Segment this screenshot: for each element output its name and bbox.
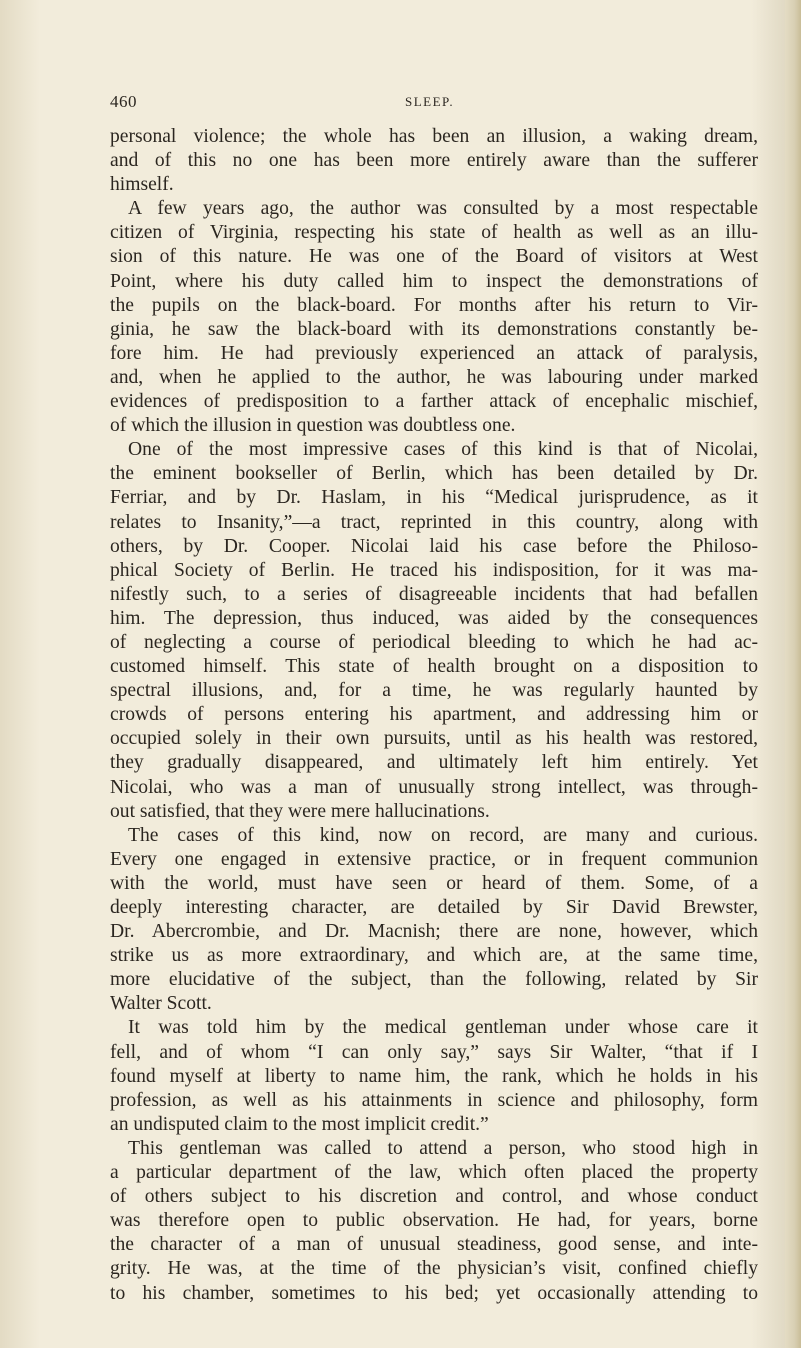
page-edge	[785, 0, 801, 1348]
page-header	[110, 92, 750, 116]
text-line: Point, where his duty called him to inspect the demonstrations of	[110, 270, 758, 292]
text-line: sion of this nature. He was one of the Board of visitors at West	[110, 246, 758, 268]
text-line: One of the most impressive cases of this kind is that of Nicolai,	[128, 439, 758, 461]
text-line: Dr. Abercrombie, and Dr. Macnish; there are none, however, which	[110, 921, 758, 943]
text-line: nifestly such, to a series of disagreeable incidents that had befallen	[110, 583, 758, 605]
running-head: SLEEP.	[405, 94, 455, 109]
text-line: profession, as well as his attainments in science and philosophy, form	[110, 1089, 758, 1111]
text-line: and of this no one has been more entirely aware than the sufferer	[110, 150, 758, 172]
text-line: more elucidative of the subject, than the following, related by Sir	[110, 969, 758, 991]
text-line: of which the illusion in question was doubtless one.	[110, 415, 516, 437]
text-line: and, when he applied to the author, he was labouring under marked	[110, 366, 758, 388]
text-line: of others subject to his discretion and control, and whose conduct	[110, 1186, 758, 1208]
text-line: spectral illusions, and, for a time, he was regularly haunted by	[110, 680, 758, 702]
text-line: others, by Dr. Cooper. Nicolai laid his case before the Philoso-	[110, 535, 758, 557]
text-line: strike us as more extraordinary, and which are, at the same time,	[110, 945, 758, 967]
text-line: A few years ago, the author was consulted by a most respectable	[128, 198, 758, 220]
text-line: out satisfied, that they were mere hallucinations.	[110, 800, 490, 822]
text-line: Every one engaged in extensive practice, or in frequent communion	[110, 848, 758, 870]
text-line: the pupils on the black-board. For months after his return to Vir-	[110, 294, 758, 316]
text-line: Walter Scott.	[110, 993, 212, 1015]
text-line: fell, and of whom “I can only say,” says Sir Walter, “that if I	[110, 1041, 758, 1063]
text-line: fore him. He had previously experienced an attack of paralysis,	[110, 342, 758, 364]
text-line: grity. He was, at the time of the physician’s visit, confined chiefly	[110, 1258, 758, 1280]
text-line: ginia, he saw the black-board with its demonstrations constantly be-	[110, 318, 758, 340]
text-line: deeply interesting character, are detailed by Sir David Brewster,	[110, 897, 758, 918]
text-line: to his chamber, sometimes to his bed; yet occasionally attending to	[110, 1282, 758, 1304]
text-line: the eminent bookseller of Berlin, which has been detailed by Dr.	[110, 463, 758, 485]
text-line: occupied solely in their own pursuits, until as his health was restored,	[110, 728, 758, 750]
text-line: Nicolai, who was a man of unusually strong intellect, was through-	[110, 776, 758, 798]
text-line: It was told him by the medical gentleman under whose care it	[128, 1017, 758, 1039]
text-line: personal violence; the whole has been an illusion, a waking dream,	[110, 126, 758, 147]
text-line: with the world, must have seen or heard of them. Some, of a	[110, 872, 758, 894]
text-line: of neglecting a course of periodical bleeding to which he had ac-	[110, 631, 758, 653]
body-text	[110, 125, 758, 1306]
text-line: him. The depression, thus induced, was aided by the consequences	[110, 607, 758, 629]
text-line: evidences of predisposition to a farther attack of encephalic mischief,	[110, 391, 758, 413]
text-line: himself.	[110, 174, 174, 196]
text-line: This gentleman was called to attend a person, who stood high in	[128, 1137, 758, 1159]
text-line: The cases of this kind, now on record, are many and curious.	[128, 824, 758, 846]
text-line: they gradually disappeared, and ultimately left him entirely. Yet	[110, 752, 758, 774]
text-line: customed himself. This state of health brought on a disposition to	[110, 656, 758, 678]
text-line: was therefore open to public observation. He had, for years, borne	[110, 1210, 758, 1232]
text-line: relates to Insanity,”—a tract, reprinted in this country, along with	[110, 511, 758, 533]
text-line: the character of a man of unusual steadiness, good sense, and inte-	[110, 1234, 758, 1256]
text-line: Ferriar, and by Dr. Haslam, in his “Medical jurisprudence, as it	[110, 487, 758, 509]
text-line: an undisputed claim to the most implicit credit.”	[110, 1113, 489, 1135]
text-line: phical Society of Berlin. He traced his indisposition, for it was ma-	[110, 559, 758, 581]
text-line: found myself at liberty to name him, the rank, which he holds in his	[110, 1065, 758, 1087]
text-line: citizen of Virginia, respecting his state of health as well as an illu-	[110, 222, 758, 244]
page-number: 460	[110, 92, 137, 111]
text-line: crowds of persons entering his apartment, and addressing him or	[110, 704, 758, 726]
text-line: a particular department of the law, which often placed the property	[110, 1162, 758, 1184]
